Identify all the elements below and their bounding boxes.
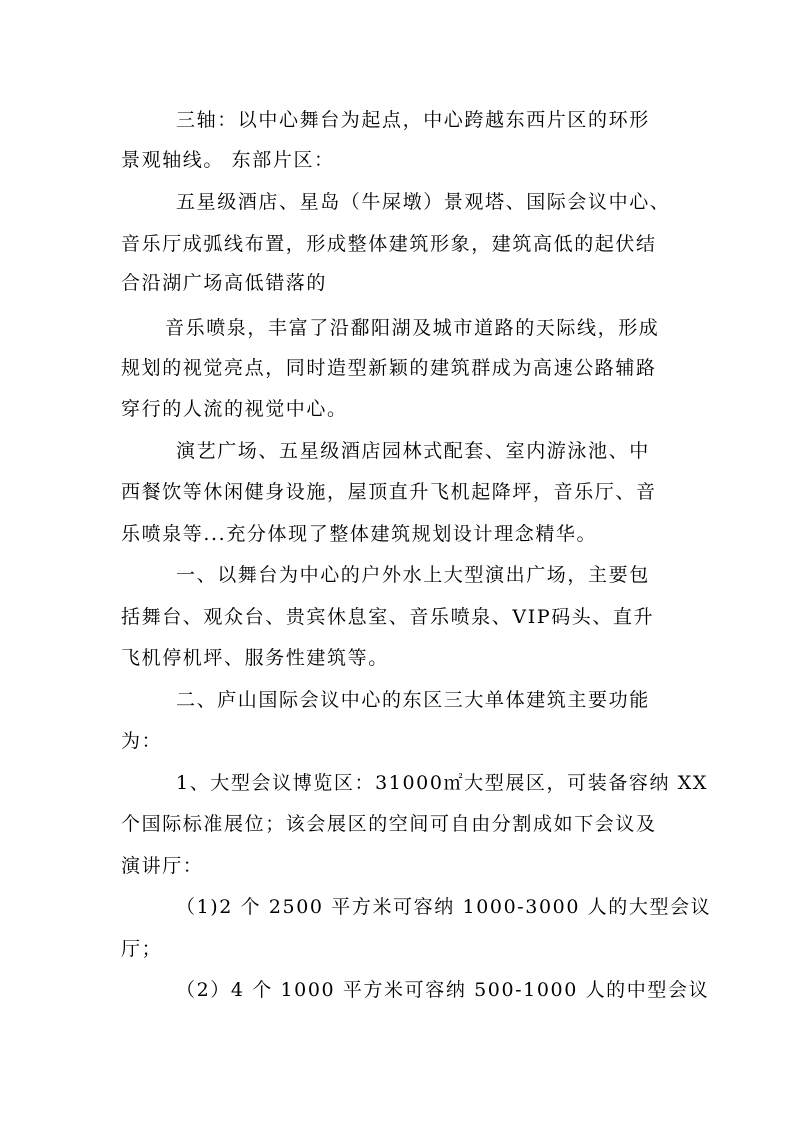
text-line-13: 括舞台、观众台、贵宾休息室、音乐喷泉、VIP码头、直升	[121, 606, 655, 628]
text-line-1: 三轴：以中心舞台为起点，中心跨越东西片区的环形	[176, 109, 650, 131]
text-line-19: 演讲厅：	[121, 855, 204, 877]
text-line-16: 为：	[121, 730, 163, 752]
text-line-11: 乐喷泉等...充分体现了整体建筑规划设计理念精华。	[121, 523, 598, 545]
text-line-7: 规划的视觉亮点，同时造型新颖的建筑群成为高速公路辅路	[121, 357, 657, 379]
text-line-17: 1、大型会议博览区：31000㎡大型展区，可装备容纳 XX	[176, 772, 709, 794]
text-line-6: 音乐喷泉，丰富了沿鄱阳湖及城市道路的天际线，形成	[165, 317, 660, 339]
text-line-5: 合沿湖广场高低错落的	[121, 272, 328, 294]
text-line-10: 西餐饮等休闲健身设施，屋顶直升飞机起降坪，音乐厅、音	[121, 481, 657, 503]
text-line-14: 飞机停机坪、服务性建筑等。	[121, 647, 389, 669]
text-line-20: （1)2 个 2500 平方米可容纳 1000-3000 人的大型会议	[176, 896, 712, 918]
text-line-21: 厅；	[121, 938, 163, 960]
text-line-15: 二、庐山国际会议中心的东区三大单体建筑主要功能	[176, 689, 650, 711]
text-line-18: 个国际标准展位；该会展区的空间可自由分割成如下会议及	[121, 813, 657, 835]
text-line-12: 一、以舞台为中心的户外水上大型演出广场，主要包	[176, 564, 650, 586]
text-line-4: 音乐厅成弧线布置，形成整体建筑形象，建筑高低的起伏结	[121, 233, 657, 255]
text-line-2: 景观轴线。 东部片区：	[121, 149, 335, 171]
text-line-22: （2）4 个 1000 平方米可容纳 500-1000 人的中型会议	[176, 979, 710, 1001]
text-line-8: 穿行的人流的视觉中心。	[121, 398, 348, 420]
text-line-3: 五星级酒店、星岛（牛屎墩）景观塔、国际会议中心、	[176, 191, 671, 213]
text-line-9: 演艺广场、五星级酒店园林式配套、室内游泳池、中	[176, 440, 650, 462]
